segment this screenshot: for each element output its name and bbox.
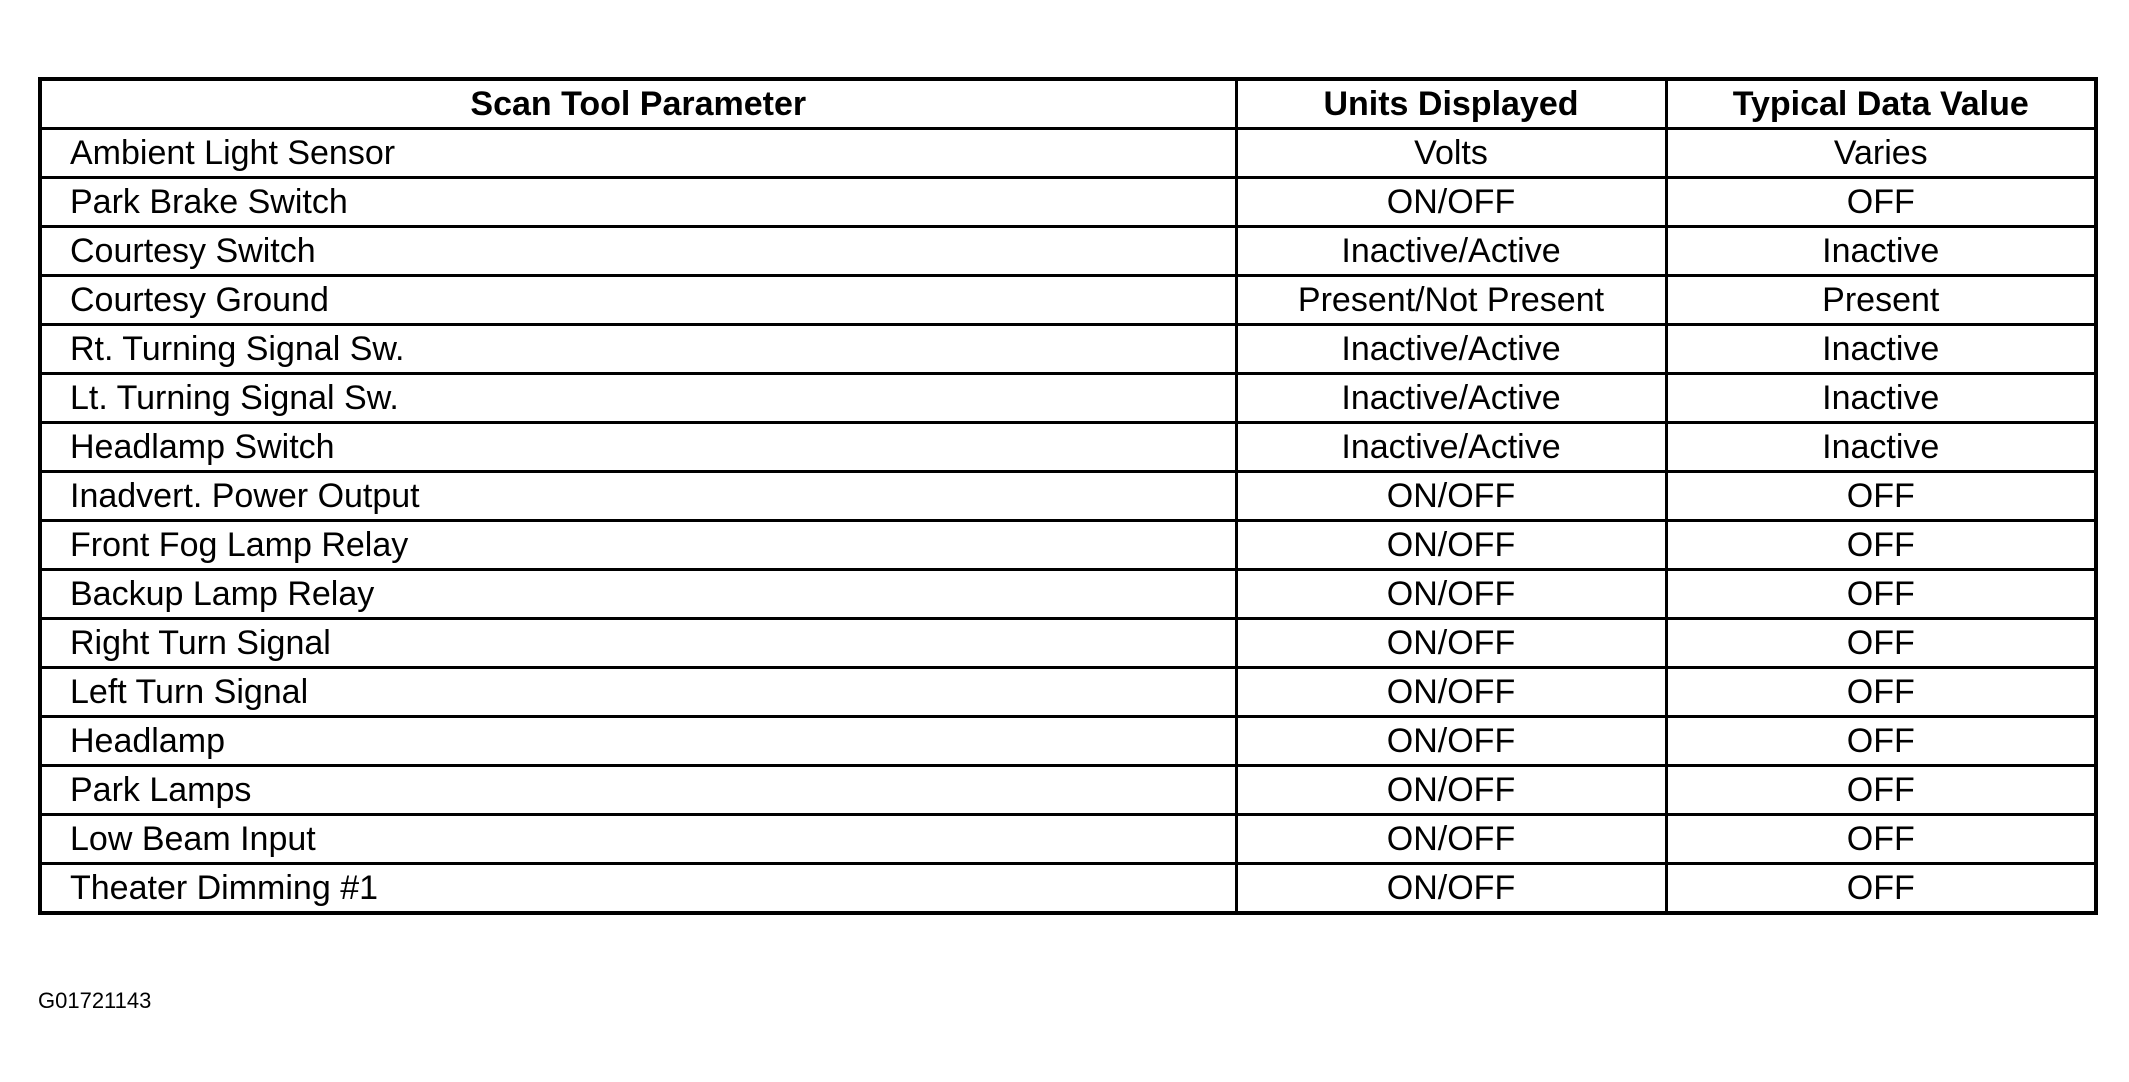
units-cell: Volts (1236, 129, 1666, 178)
units-cell: ON/OFF (1236, 717, 1666, 766)
table-row (40, 374, 2096, 423)
table-row (40, 668, 2096, 717)
typical-value-cell: OFF (1666, 619, 2096, 668)
parameter-cell: Right Turn Signal (40, 619, 1236, 668)
typical-value-cell: OFF (1666, 864, 2096, 914)
parameter-cell: Low Beam Input (40, 815, 1236, 864)
units-cell: Present/Not Present (1236, 276, 1666, 325)
parameter-cell: Courtesy Switch (40, 227, 1236, 276)
typical-value-cell: OFF (1666, 570, 2096, 619)
table-row (40, 815, 2096, 864)
figure-id-label: G01721143 (38, 988, 152, 1013)
typical-value-cell: OFF (1666, 521, 2096, 570)
units-cell: ON/OFF (1236, 619, 1666, 668)
table-row (40, 521, 2096, 570)
table-row (40, 423, 2096, 472)
typical-value-cell: Inactive (1666, 227, 2096, 276)
parameter-cell: Headlamp Switch (40, 423, 1236, 472)
typical-value-cell: OFF (1666, 766, 2096, 815)
parameter-cell: Headlamp (40, 717, 1236, 766)
table-row (40, 619, 2096, 668)
typical-value-cell: OFF (1666, 668, 2096, 717)
units-cell: ON/OFF (1236, 864, 1666, 914)
header-units-displayed: Units Displayed (1236, 79, 1666, 129)
typical-value-cell: Present (1666, 276, 2096, 325)
header-scan-tool-parameter: Scan Tool Parameter (40, 79, 1236, 129)
units-cell: ON/OFF (1236, 178, 1666, 227)
typical-value-cell: OFF (1666, 472, 2096, 521)
table-row (40, 766, 2096, 815)
units-cell: ON/OFF (1236, 570, 1666, 619)
typical-value-cell: OFF (1666, 717, 2096, 766)
parameter-cell: Park Brake Switch (40, 178, 1236, 227)
parameter-cell: Inadvert. Power Output (40, 472, 1236, 521)
units-cell: ON/OFF (1236, 766, 1666, 815)
header-typical-data-value: Typical Data Value (1666, 79, 2096, 129)
parameter-cell: Left Turn Signal (40, 668, 1236, 717)
typical-value-cell: OFF (1666, 815, 2096, 864)
units-cell: ON/OFF (1236, 472, 1666, 521)
typical-value-cell: OFF (1666, 178, 2096, 227)
table-row (40, 325, 2096, 374)
table-row (40, 129, 2096, 178)
typical-value-cell: Varies (1666, 129, 2096, 178)
table-row (40, 227, 2096, 276)
parameter-cell: Courtesy Ground (40, 276, 1236, 325)
table-row (40, 864, 2096, 914)
table-row (40, 472, 2096, 521)
units-cell: ON/OFF (1236, 815, 1666, 864)
table-row (40, 276, 2096, 325)
units-cell: Inactive/Active (1236, 374, 1666, 423)
parameter-cell: Lt. Turning Signal Sw. (40, 374, 1236, 423)
typical-value-cell: Inactive (1666, 423, 2096, 472)
parameter-cell: Theater Dimming #1 (40, 864, 1236, 914)
parameter-cell: Backup Lamp Relay (40, 570, 1236, 619)
table-row (40, 570, 2096, 619)
units-cell: Inactive/Active (1236, 227, 1666, 276)
units-cell: Inactive/Active (1236, 325, 1666, 374)
typical-value-cell: Inactive (1666, 325, 2096, 374)
parameter-cell: Rt. Turning Signal Sw. (40, 325, 1236, 374)
typical-value-cell: Inactive (1666, 374, 2096, 423)
parameter-cell: Ambient Light Sensor (40, 129, 1236, 178)
parameter-cell: Front Fog Lamp Relay (40, 521, 1236, 570)
units-cell: ON/OFF (1236, 521, 1666, 570)
units-cell: ON/OFF (1236, 668, 1666, 717)
scan-tool-data-table (38, 77, 2098, 915)
table-row (40, 178, 2096, 227)
units-cell: Inactive/Active (1236, 423, 1666, 472)
parameter-cell: Park Lamps (40, 766, 1236, 815)
table-header-row (40, 79, 2096, 129)
table-row (40, 717, 2096, 766)
